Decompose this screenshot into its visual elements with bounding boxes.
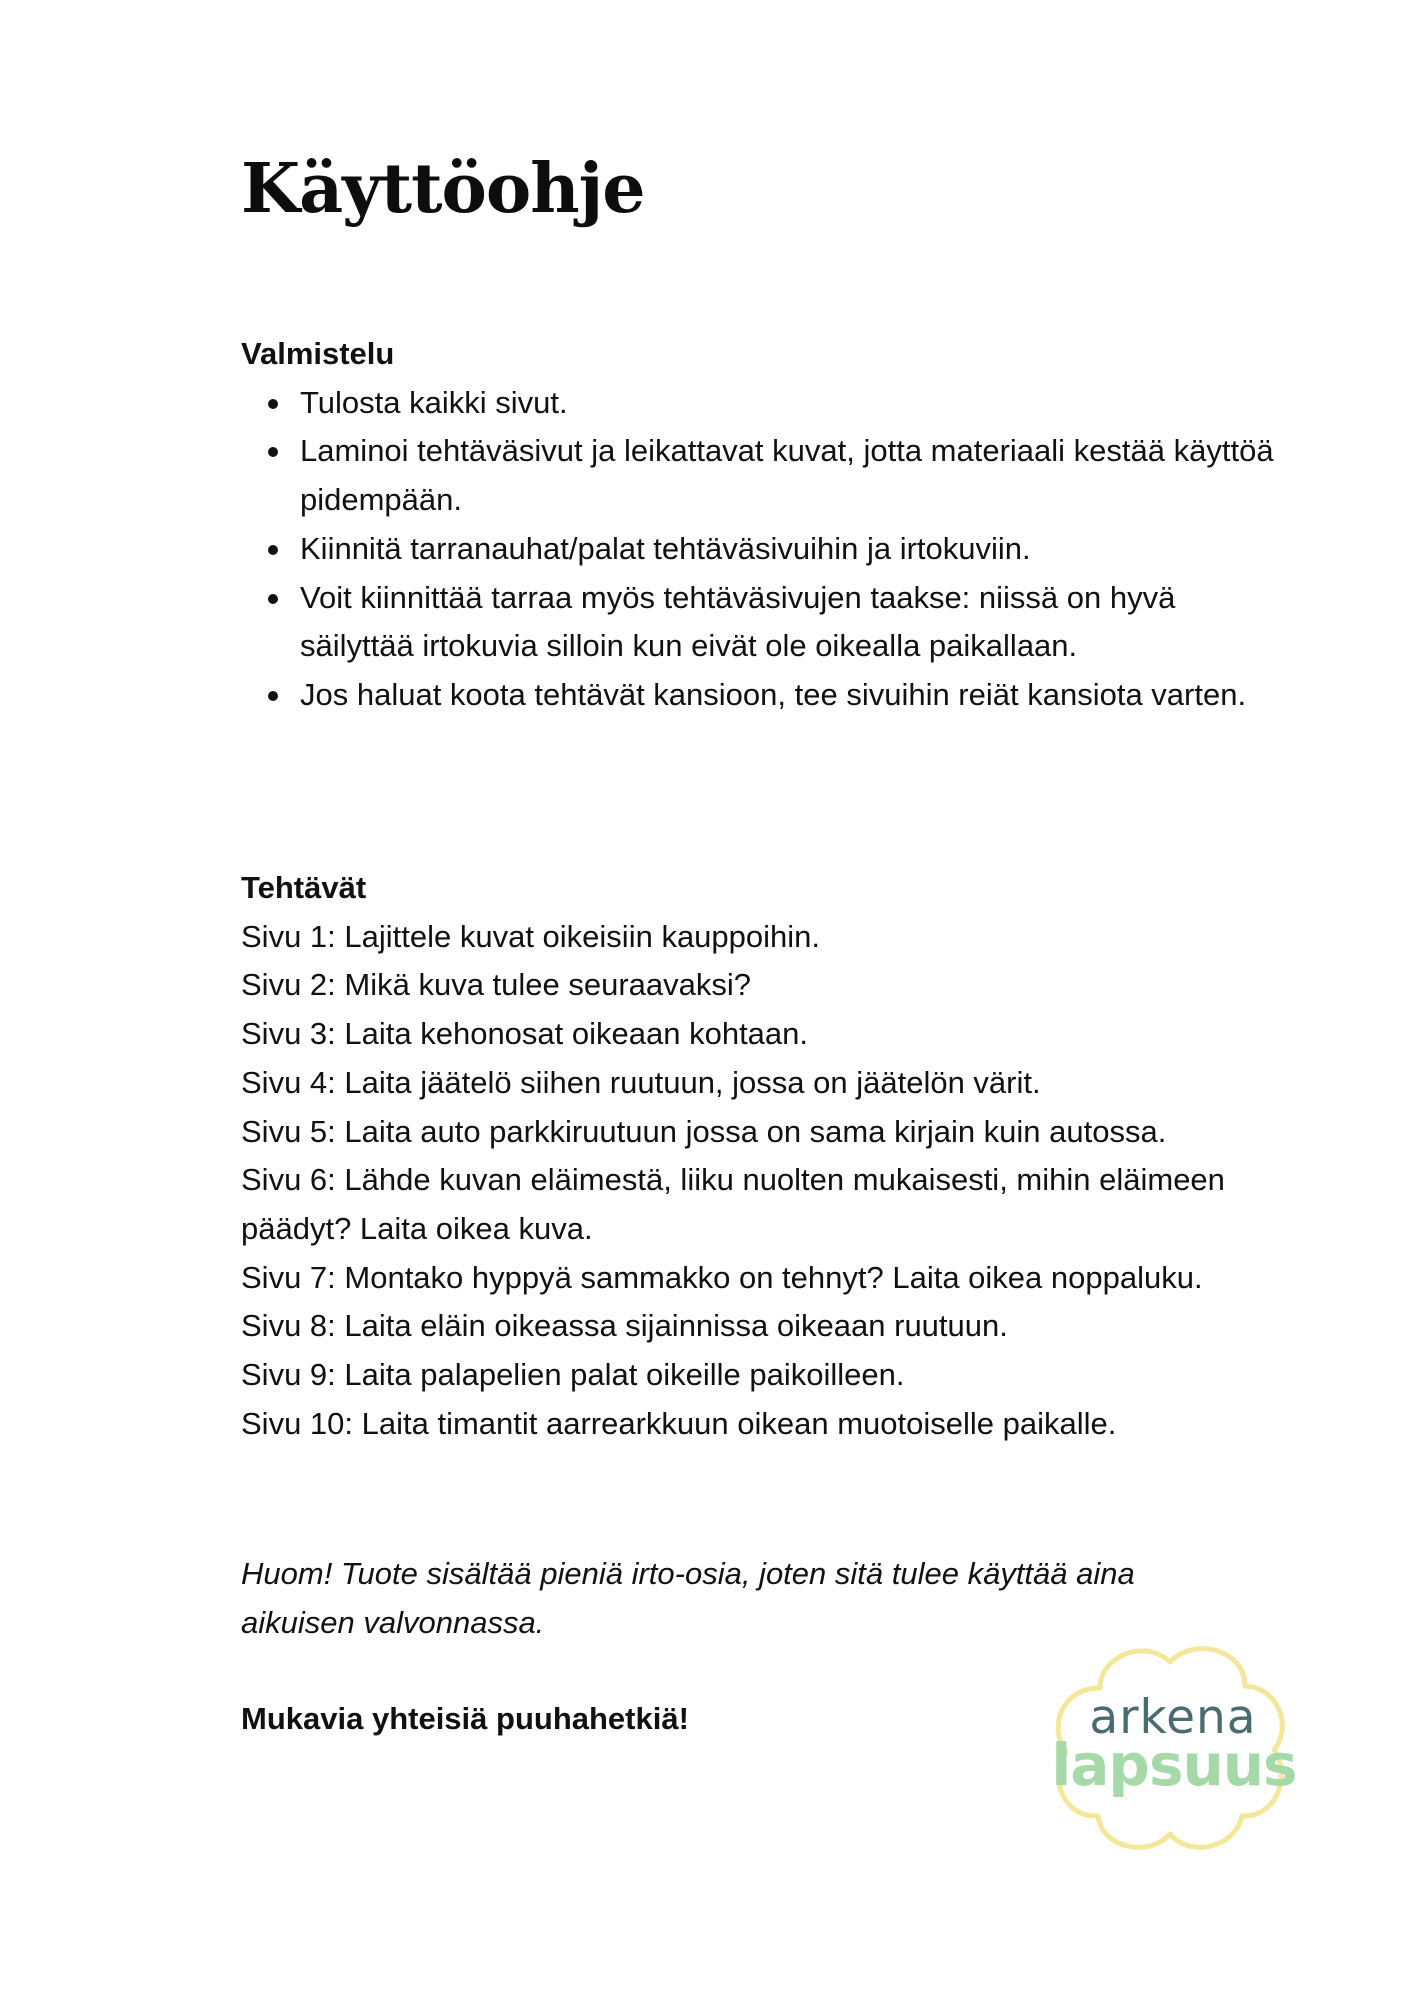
list-item-text: Jos haluat koota tehtävät kansioon, tee sivuihin reiät kansiota varten. (300, 676, 1247, 712)
preparation-list (241, 379, 1281, 720)
list-item-text: Kiinnitä tarranauhat/palat tehtäväsivuihin ja irtokuviin. (300, 530, 1031, 566)
closing-text: Mukavia yhteisiä puuhahetkiä! (241, 1701, 689, 1736)
list-item-text: Tulosta kaikki sivut. (300, 384, 568, 420)
task-line: Sivu 9: Laita palapelien palat oikeille paikoilleen. (241, 1357, 905, 1393)
task-line: Sivu 2: Mikä kuva tulee seuraavaksi? (241, 967, 752, 1003)
tasks-heading: Tehtävät (241, 870, 367, 905)
safety-note: Huom! Tuote sisältää pieniä irto-osia, joten sitä tulee käyttää aina aikuisen valvonnassa. (241, 1556, 1135, 1640)
bullet-icon (268, 691, 278, 701)
list-item-text: Laminoi tehtäväsivut ja leikattavat kuvat, jotta materiaali kestää käyttöä pidempään. (300, 433, 1274, 518)
list-item (241, 379, 1275, 428)
task-line: Sivu 8: Laita eläin oikeassa sijainnissa oikeaan ruutuun. (241, 1308, 1008, 1344)
tasks-section (241, 864, 1281, 1448)
task-line: Sivu 10: Laita timantit aarrearkkuun oikean muotoiselle paikalle. (241, 1405, 1117, 1441)
task-line: Sivu 7: Montako hyppyä sammakko on tehnyt? Laita oikea noppaluku. (241, 1259, 1203, 1295)
bullet-icon (268, 447, 278, 457)
task-line: Sivu 6: Lähde kuvan eläimestä, liiku nuolten mukaisesti, mihin eläimeen päädyt? Laita oikea kuva. (241, 1162, 1225, 1246)
task-line: Sivu 1: Lajittele kuvat oikeisiin kauppoihin. (241, 918, 821, 954)
logo-word-lapsuus: lapsuus (1051, 1731, 1297, 1799)
bullet-icon (268, 594, 278, 604)
list-item-text: Voit kiinnittää tarraa myös tehtäväsivujen taakse: niissä on hyvä säilyttää irtokuvia silloin kun eivät ole oikealla paikallaan. (300, 579, 1176, 664)
bullet-icon (268, 545, 278, 555)
preparation-section (241, 330, 1281, 720)
preparation-heading: Valmistelu (241, 336, 395, 371)
list-item (241, 671, 1275, 720)
bullet-icon (268, 399, 278, 409)
arkena-lapsuus-logo (1030, 1628, 1310, 1858)
list-item (241, 574, 1275, 671)
task-line: Sivu 4: Laita jäätelö siihen ruutuun, jossa on jäätelön värit. (241, 1064, 1041, 1100)
list-item (241, 525, 1275, 574)
page-title: Käyttöohje (241, 149, 645, 229)
task-line: Sivu 3: Laita kehonosat oikeaan kohtaan. (241, 1016, 809, 1052)
task-line: Sivu 5: Laita auto parkkiruutuun jossa on sama kirjain kuin autossa. (241, 1113, 1167, 1149)
logo-word-arkena: arkena (1089, 1690, 1257, 1745)
list-item (241, 427, 1275, 524)
